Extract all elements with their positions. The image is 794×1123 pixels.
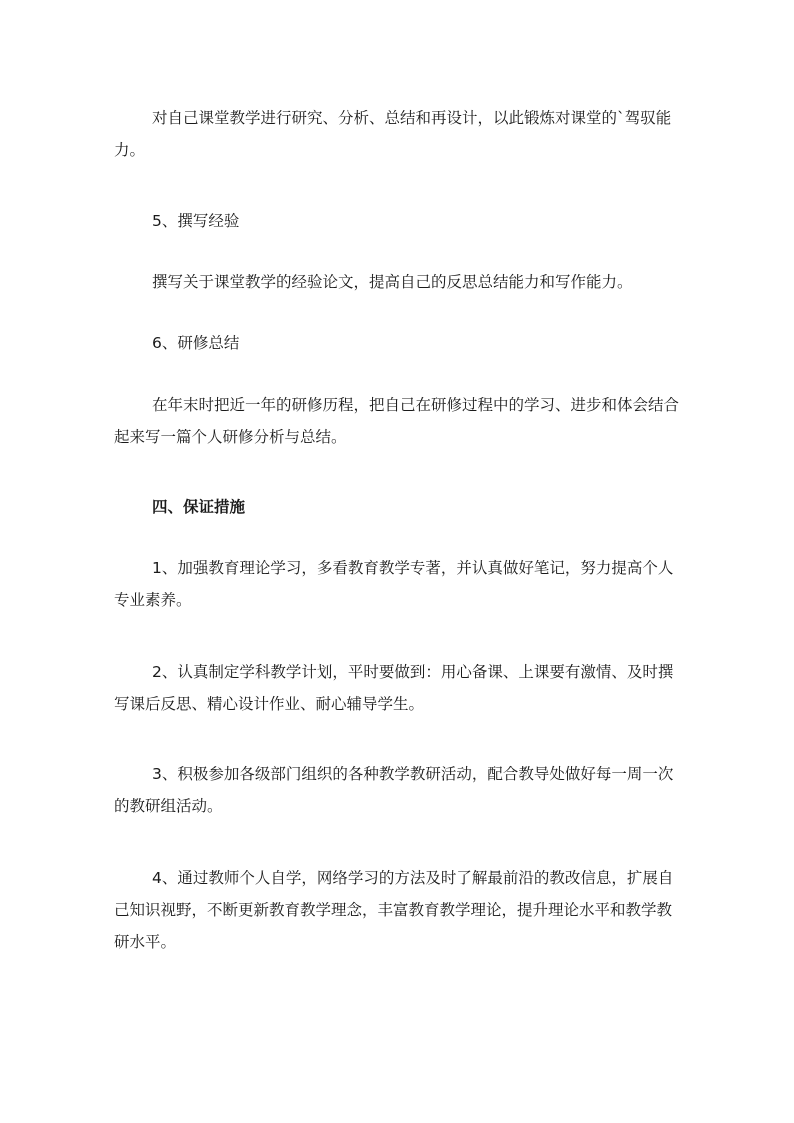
item-6-heading: 6、研修总结 [152,334,240,352]
paragraph-study-summary: 在年末时把近一年的研修历程，把自己在研修过程中的学习、进步和体会结合起来写一篇个人研修分析与总结。 [114,396,680,446]
paragraph-write-experience: 撰写关于课堂教学的经验论文，提高自己的反思总结能力和写作能力。 [152,273,633,291]
measure-item-4: 4、通过教师个人自学，网络学习的方法及时了解最前沿的教改信息，扩展自己知识视野，不断更新教育教学理念，丰富教育教学理论，提升理论水平和教学教研水平。 [114,869,674,951]
item-5-heading: 5、撰写经验 [152,212,240,230]
measure-item-2: 2、认真制定学科教学计划，平时要做到：用心备课、上课要有激情、及时撰写课后反思、精心设计作业、耐心辅导学生。 [114,663,674,713]
section-heading-guarantee-measures: 四、保证措施 [152,498,246,516]
measure-item-3: 3、积极参加各级部门组织的各种教学教研活动，配合教导处做好每一周一次的教研组活动。 [114,765,674,815]
paragraph-classroom-reflection: 对自己课堂教学进行研究、分析、总结和再设计，以此锻炼对课堂的`驾驭能力。 [114,109,672,159]
measure-item-1: 1、加强教育理论学习，多看教育教学专著，并认真做好笔记，努力提高个人专业素养。 [114,559,674,609]
